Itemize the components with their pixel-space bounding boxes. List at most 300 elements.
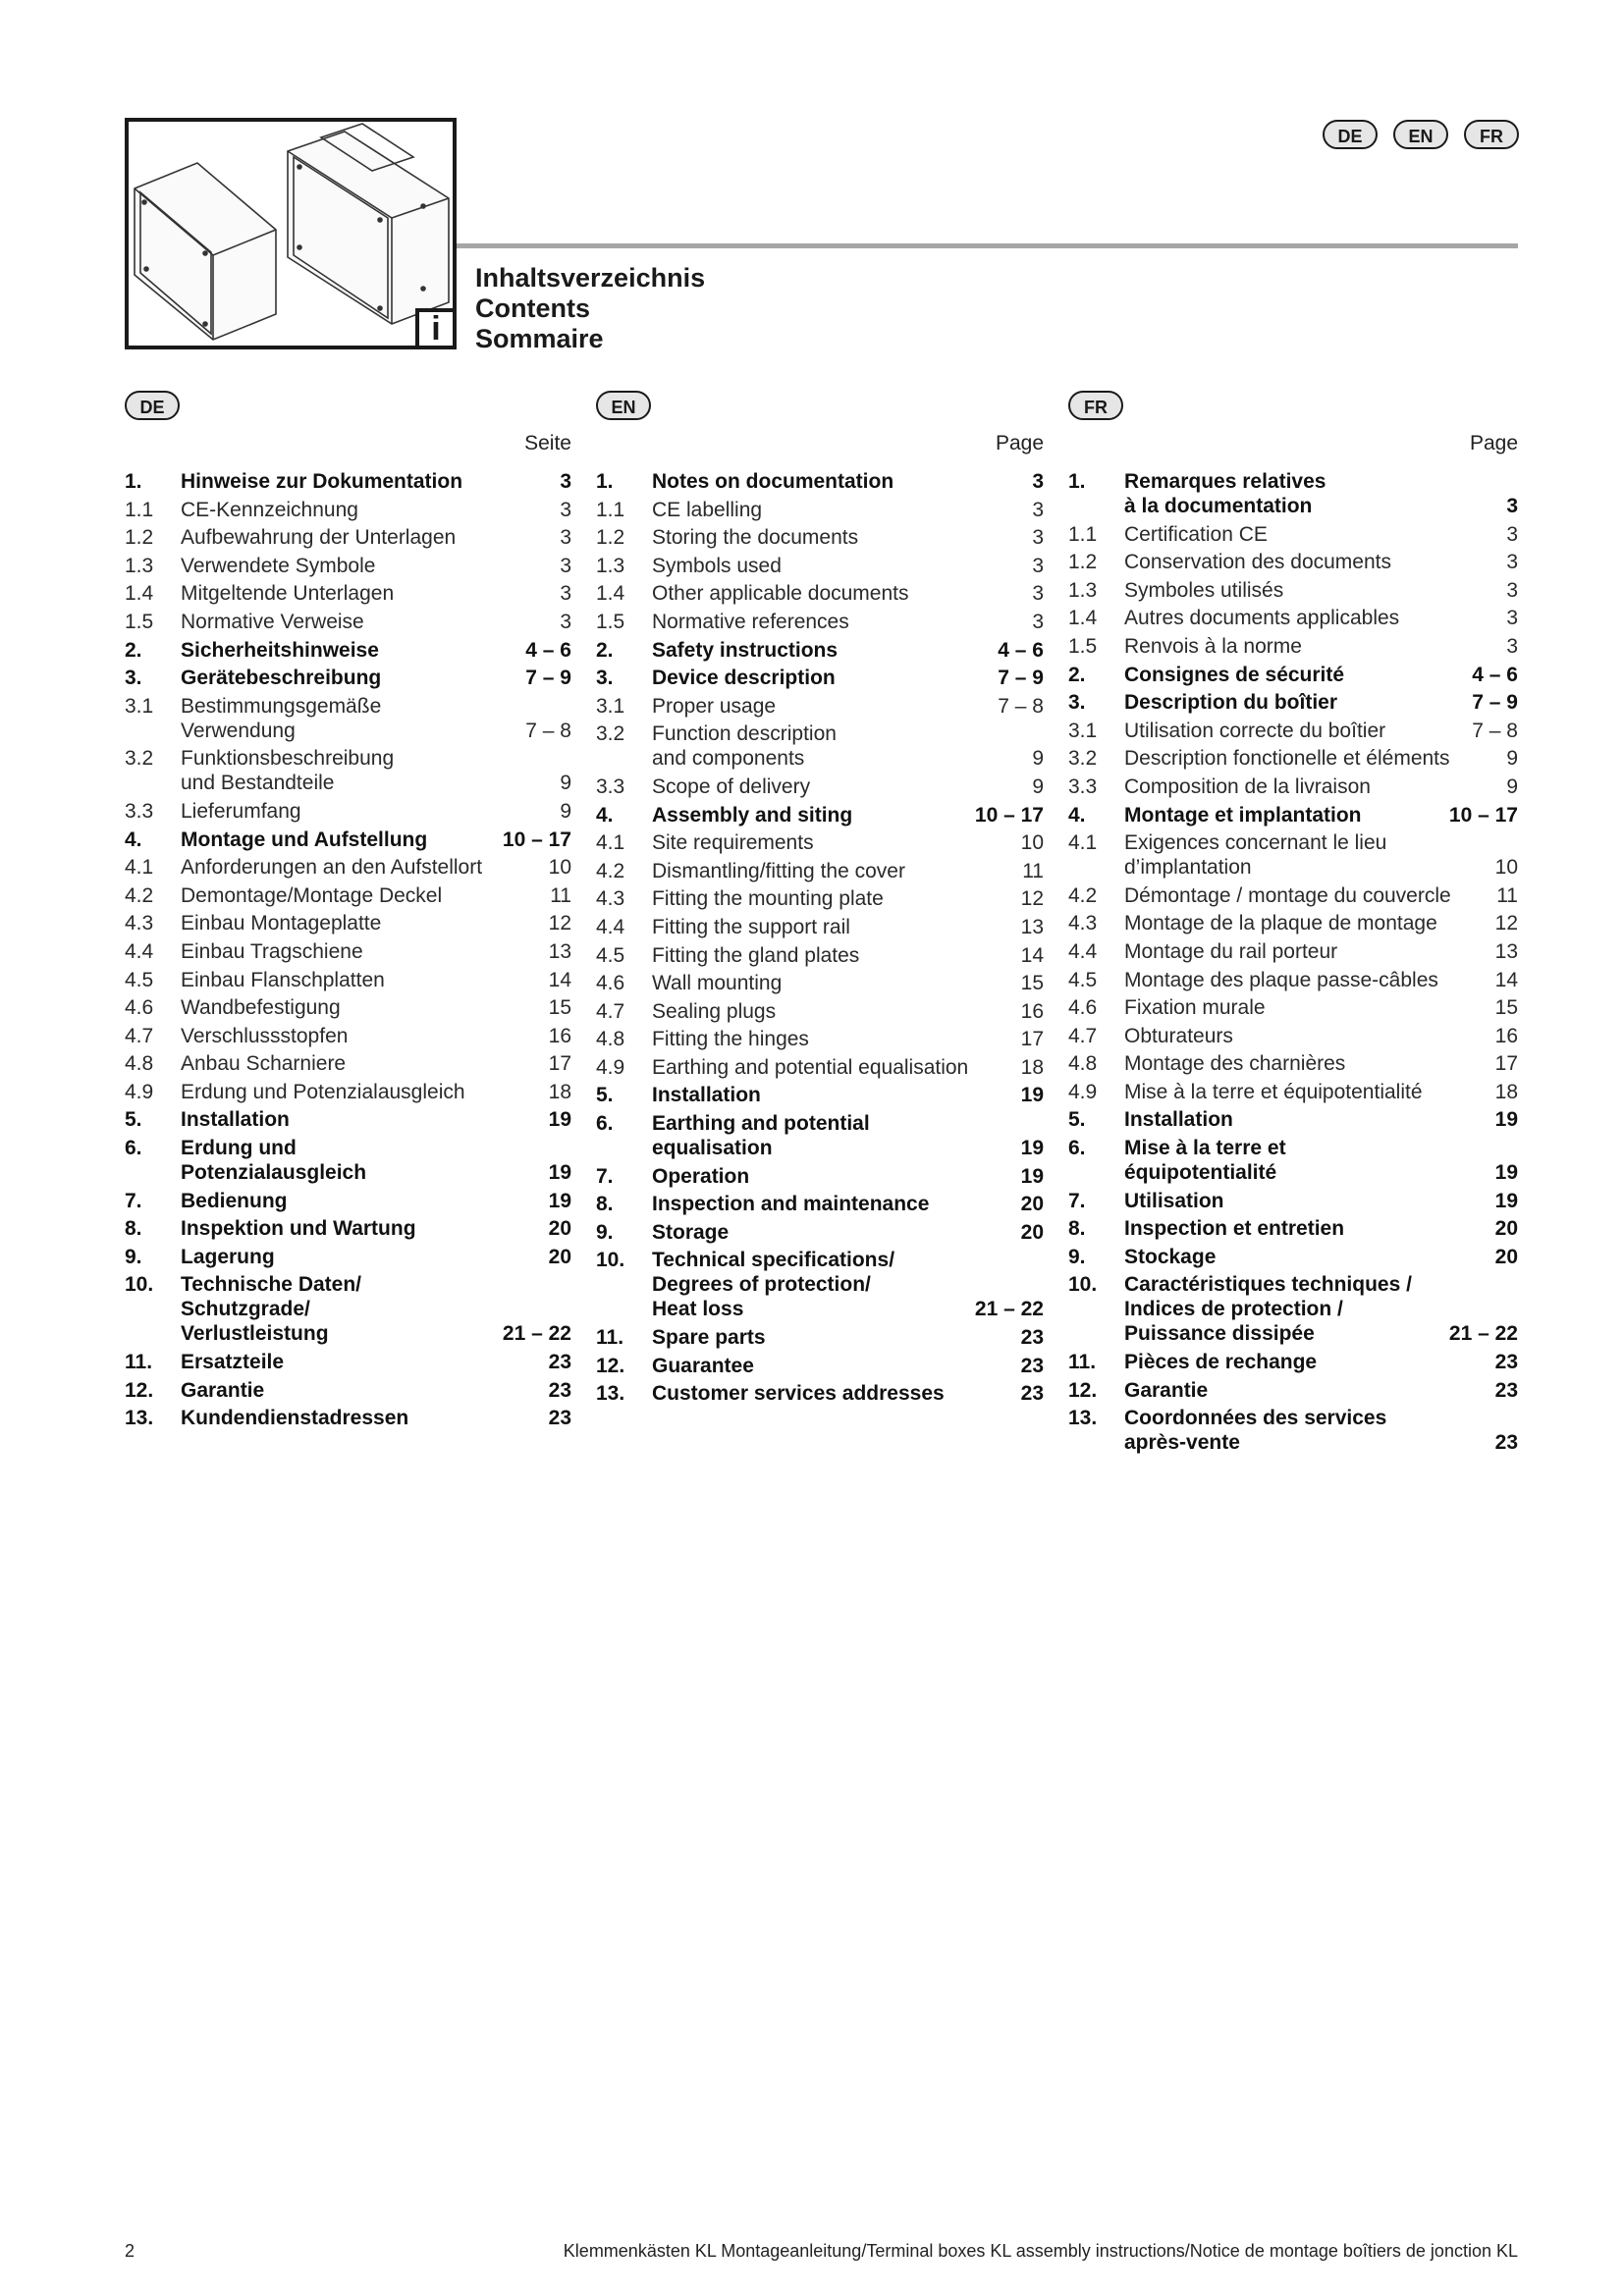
toc-entry-page: 23: [1494, 1378, 1518, 1402]
toc-entry[interactable]: [125, 1216, 571, 1241]
toc-entry[interactable]: [1068, 1245, 1518, 1269]
info-icon: i: [415, 308, 457, 349]
toc-entry-page: 19: [1020, 1164, 1044, 1188]
toc-entry-title-line: Einbau Flanschplatten: [181, 968, 385, 991]
toc-entry-number: 12.: [1068, 1378, 1098, 1402]
toc-entry[interactable]: [596, 1083, 1044, 1107]
toc-entry-title: [1124, 578, 1463, 603]
toc-entry-number: 2.: [1068, 663, 1086, 686]
toc-entry-title-line: Remarques relatives: [1124, 470, 1326, 493]
toc-entry-title-line: Guarantee: [652, 1354, 754, 1377]
toc-entry-title-line: CE-Kennzeichnung: [181, 498, 358, 521]
toc-entry[interactable]: [596, 498, 1044, 522]
toc-entry-title: [1124, 1051, 1463, 1076]
toc-entry-number: 4.2: [125, 883, 154, 907]
toc-entry-number: 7.: [1068, 1189, 1086, 1212]
toc-entry-page: 7 – 8: [525, 719, 571, 742]
toc-entry[interactable]: [1068, 690, 1518, 715]
toc-entry[interactable]: [596, 610, 1044, 634]
toc-entry[interactable]: [596, 525, 1044, 550]
toc-entry-title: [1124, 1107, 1463, 1132]
toc-entry-number: 10.: [1068, 1273, 1098, 1297]
toc-entry-page: 9: [1506, 774, 1518, 798]
toc-entry-number: 4.3: [125, 912, 154, 935]
toc-entry-number: 4.9: [125, 1080, 154, 1103]
toc-entry[interactable]: [125, 469, 571, 494]
toc-entry-page: 7 – 9: [1472, 691, 1518, 715]
toc-entry[interactable]: [125, 1136, 571, 1185]
toc-entry[interactable]: [125, 525, 571, 550]
toc-entry-title-line: Caractéristiques techniques /: [1124, 1273, 1412, 1297]
toc-entry-page: 3: [560, 498, 571, 521]
toc-entry-title-line: Spare parts: [652, 1326, 766, 1350]
toc-entry-title: [652, 1325, 989, 1350]
toc-entry-title-line: Anbau Scharniere: [181, 1052, 347, 1076]
toc-entry-title: [652, 469, 989, 494]
toc-entry-title: [181, 498, 516, 522]
toc-entry-title: [1124, 550, 1463, 574]
toc-entry-title: [181, 610, 516, 634]
toc-entry-page: 23: [548, 1378, 571, 1402]
toc-entry[interactable]: [125, 666, 571, 690]
toc-entry[interactable]: [125, 1107, 571, 1132]
toc-entry-page: 19: [1020, 1137, 1044, 1160]
toc-entry-title: [1124, 995, 1463, 1020]
footer-text: Klemmenkästen KL Montageanleitung/Terminal boxes KL assembly instructions/Notice de montage boîtiers de jonction KL: [563, 2241, 1518, 2261]
toc-entry-number: 1.5: [125, 610, 154, 633]
toc-entry-number: 4.8: [125, 1052, 154, 1076]
toc-entry-page: 14: [548, 968, 571, 991]
toc-entry[interactable]: [596, 971, 1044, 995]
toc-entry[interactable]: [125, 1378, 571, 1403]
toc-entry-page: 7 – 8: [998, 694, 1044, 718]
toc-entry-page: 23: [548, 1407, 571, 1430]
toc-entry-title-line: Function description: [652, 722, 837, 746]
toc-entry-number: 8.: [596, 1193, 614, 1216]
toc-entry[interactable]: [1068, 968, 1518, 992]
toc-entry-title: [181, 1272, 516, 1346]
toc-entry[interactable]: [596, 943, 1044, 968]
toc-entry[interactable]: [596, 1192, 1044, 1216]
toc-entry-number: 10.: [596, 1249, 625, 1272]
toc-list-de: [125, 469, 571, 1434]
toc-entry-title-line: Installation: [1124, 1108, 1233, 1132]
toc-entry-page: 16: [548, 1024, 571, 1047]
toc-entry[interactable]: [125, 828, 571, 852]
toc-entry-title: [181, 666, 516, 690]
toc-entry-page: 12: [548, 912, 571, 935]
toc-entry-title-line: Montage du rail porteur: [1124, 939, 1338, 963]
toc-entry-page: 20: [548, 1245, 571, 1268]
toc-entry-page: 18: [1494, 1080, 1518, 1103]
toc-entry[interactable]: [596, 1325, 1044, 1350]
toc-entry-page: 23: [548, 1351, 571, 1374]
toc-entry-title: [652, 1055, 989, 1080]
toc-entry-title-line: Mise à la terre et: [1124, 1137, 1286, 1160]
toc-entry-page: 3: [1506, 522, 1518, 546]
toc-entry-number: 12.: [596, 1354, 625, 1377]
toc-entry-title: [1124, 1136, 1463, 1185]
toc-entry-number: 4.: [1068, 803, 1086, 827]
toc-entry-title: [181, 1024, 516, 1048]
toc-entry-number: 1.2: [125, 526, 154, 550]
toc-entry-page: 3: [1506, 578, 1518, 602]
column-badge-de[interactable]: DE: [125, 391, 180, 420]
toc-entry[interactable]: [596, 999, 1044, 1024]
toc-entry-title-line: Coordonnées des services: [1124, 1407, 1387, 1430]
toc-entry-title: [181, 694, 516, 743]
toc-entry-page: 16: [1020, 999, 1044, 1023]
column-badge-fr[interactable]: FR: [1068, 391, 1123, 420]
column-badge-en[interactable]: EN: [596, 391, 651, 420]
toc-entry[interactable]: [596, 1220, 1044, 1245]
toc-entry[interactable]: [1068, 550, 1518, 574]
toc-entry[interactable]: [1068, 578, 1518, 603]
toc-entry-page: 15: [548, 996, 571, 1020]
toc-entry-title-line: Sealing plugs: [652, 999, 777, 1023]
toc-entry[interactable]: [1068, 606, 1518, 630]
toc-entry[interactable]: [125, 968, 571, 992]
toc-entry-title: [181, 1406, 516, 1430]
toc-entry-title-line: Scope of delivery: [652, 774, 811, 798]
toc-entry-page: 7 – 9: [998, 667, 1044, 690]
toc-entry[interactable]: [1068, 939, 1518, 964]
toc-entry-title: [181, 1350, 516, 1374]
header-rule: [457, 243, 1518, 248]
toc-entry-title-line: Symbols used: [652, 554, 782, 577]
toc-entry-number: 1.1: [1068, 522, 1098, 546]
toc-entry-title-line: Symboles utilisés: [1124, 578, 1284, 602]
toc-entry-number: 6.: [596, 1112, 614, 1136]
toc-entry[interactable]: [125, 1189, 571, 1213]
toc-entry-title: [181, 855, 516, 880]
toc-entry-number: 2.: [596, 638, 614, 662]
toc-entry-page: 10: [548, 856, 571, 880]
toc-entry-page: 3: [1506, 607, 1518, 630]
language-badge-fr[interactable]: FR: [1464, 120, 1519, 149]
toc-entry[interactable]: [1068, 719, 1518, 743]
toc-entry-page: 4 – 6: [1472, 663, 1518, 686]
toc-entry-page: 17: [1020, 1028, 1044, 1051]
toc-entry[interactable]: [596, 469, 1044, 494]
toc-entry-title-line: Verschlussstopfen: [181, 1024, 349, 1047]
title-de: Inhaltsverzeichnis: [475, 263, 706, 293]
toc-entry-page: 9: [560, 772, 571, 795]
toc-entry[interactable]: [125, 911, 571, 935]
toc-entry-title-line: Description du boîtier: [1124, 691, 1338, 715]
toc-entry-title-line: Dismantling/fitting the cover: [652, 859, 905, 882]
toc-entry[interactable]: [1068, 803, 1518, 828]
toc-entry-title: [181, 1189, 516, 1213]
toc-entry-page: 10: [1020, 831, 1044, 855]
toc-entry-page: 19: [1494, 1161, 1518, 1185]
toc-entry-title: [1124, 1406, 1463, 1455]
toc-entry-number: 1.: [125, 470, 142, 493]
toc-entry[interactable]: [596, 554, 1044, 578]
toc-entry[interactable]: [1068, 1216, 1518, 1241]
toc-entry-title-line: Fixation murale: [1124, 996, 1266, 1020]
toc-entry-number: 1.: [1068, 470, 1086, 493]
toc-entry[interactable]: [1068, 1136, 1518, 1185]
toc-entry[interactable]: [596, 886, 1044, 911]
toc-entry-number: 3.3: [125, 799, 154, 823]
toc-entry-title-line: Verwendete Symbole: [181, 554, 376, 577]
toc-entry[interactable]: [1068, 1051, 1518, 1076]
toc-entry[interactable]: [1068, 746, 1518, 771]
toc-entry-number: 4.9: [1068, 1080, 1098, 1103]
toc-entry-title-line: Montage des charnières: [1124, 1052, 1346, 1076]
toc-entry[interactable]: [596, 859, 1044, 883]
toc-entry-number: 4.8: [1068, 1052, 1098, 1076]
toc-entry-number: 7.: [125, 1189, 142, 1212]
toc-entry-title: [652, 1220, 989, 1245]
toc-entry[interactable]: [596, 1111, 1044, 1160]
toc-entry[interactable]: [596, 774, 1044, 799]
toc-entry-number: 9.: [1068, 1245, 1086, 1268]
toc-entry-page: 20: [1494, 1245, 1518, 1268]
toc-entry-page: 23: [1020, 1354, 1044, 1377]
toc-entry[interactable]: [596, 1248, 1044, 1321]
toc-entry[interactable]: [596, 721, 1044, 771]
toc-entry[interactable]: [596, 666, 1044, 690]
toc-entry-number: 1.1: [596, 498, 625, 521]
toc-entry[interactable]: [1068, 774, 1518, 799]
toc-entry[interactable]: [1068, 995, 1518, 1020]
toc-entry[interactable]: [1068, 1378, 1518, 1403]
language-badge-en[interactable]: EN: [1393, 120, 1448, 149]
toc-entry-page: 12: [1494, 912, 1518, 935]
toc-entry-title-line: Potenzialausgleich: [181, 1161, 367, 1185]
toc-entry[interactable]: [1068, 663, 1518, 687]
toc-entry-title-line: Hinweise zur Dokumentation: [181, 470, 463, 493]
toc-entry-page: 18: [548, 1080, 571, 1103]
page-label-en: Page: [995, 432, 1044, 454]
toc-entry-title-line: Inspection et entretien: [1124, 1217, 1345, 1241]
toc-entry-title-line: Einbau Tragschiene: [181, 939, 363, 963]
toc-entry-number: 4.8: [596, 1028, 625, 1051]
toc-entry-page: 19: [548, 1161, 571, 1185]
toc-entry-page: 19: [548, 1108, 571, 1132]
toc-entry[interactable]: [1068, 1080, 1518, 1104]
toc-entry[interactable]: [596, 803, 1044, 828]
toc-entry-title: [1124, 939, 1463, 964]
toc-entry-title: [1124, 1350, 1463, 1374]
toc-entry-title: [1124, 1378, 1463, 1403]
toc-entry-page: 3: [1506, 551, 1518, 574]
toc-entry-title-line: Bedienung: [181, 1189, 288, 1212]
toc-entry-page: 9: [1506, 747, 1518, 771]
toc-entry-page: 11: [1496, 883, 1518, 907]
toc-entry-title: [1124, 663, 1463, 687]
toc-entry[interactable]: [1068, 1024, 1518, 1048]
toc-entry-number: 10.: [125, 1273, 154, 1297]
toc-entry[interactable]: [125, 1080, 571, 1104]
toc-entry[interactable]: [596, 1381, 1044, 1406]
toc-entry-title-line: Stockage: [1124, 1245, 1217, 1268]
toc-entry-page: 23: [1020, 1382, 1044, 1406]
toc-entry[interactable]: [125, 1350, 571, 1374]
toc-entry[interactable]: [1068, 883, 1518, 908]
toc-entry-number: 4.7: [1068, 1024, 1098, 1047]
toc-entry[interactable]: [125, 554, 571, 578]
toc-entry[interactable]: [1068, 1107, 1518, 1132]
toc-entry-title-line: Safety instructions: [652, 638, 839, 662]
toc-entry-title: [652, 830, 989, 855]
page-title: [475, 263, 705, 354]
toc-entry[interactable]: [1068, 830, 1518, 880]
toc-entry-number: 1.1: [125, 498, 154, 521]
toc-entry-page: 4 – 6: [525, 638, 571, 662]
language-badges: [1323, 120, 1519, 149]
toc-entry[interactable]: [125, 610, 571, 634]
toc-entry[interactable]: [596, 694, 1044, 719]
toc-entry-number: 4.9: [596, 1055, 625, 1079]
toc-entry-number: 3.: [125, 667, 142, 690]
toc-entry-title: [652, 1027, 989, 1051]
toc-entry-page: 15: [1020, 972, 1044, 995]
toc-entry-number: 1.2: [596, 526, 625, 550]
toc-entry-title: [1124, 719, 1463, 743]
toc-entry-title-line: Customer services addresses: [652, 1382, 945, 1406]
toc-entry-title: [652, 999, 989, 1024]
toc-entry[interactable]: [125, 581, 571, 606]
toc-entry-title-line: d’implantation: [1124, 856, 1252, 880]
toc-entry[interactable]: [596, 581, 1044, 606]
toc-entry-title-line: Montage et implantation: [1124, 803, 1362, 827]
toc-entry-number: 4.6: [125, 996, 154, 1020]
toc-entry-title-line: Bestimmungsgemäße: [181, 694, 382, 718]
toc-entry-page: 19: [1020, 1084, 1044, 1107]
toc-entry[interactable]: [125, 855, 571, 880]
toc-entry-title: [1124, 1245, 1463, 1269]
toc-entry-number: 6.: [125, 1137, 142, 1160]
toc-entry-title: [1124, 774, 1463, 799]
toc-entry-title: [652, 554, 989, 578]
toc-entry-page: 7 – 9: [525, 667, 571, 690]
toc-entry-title: [652, 581, 989, 606]
toc-entry[interactable]: [1068, 1272, 1518, 1346]
toc-entry[interactable]: [125, 498, 571, 522]
toc-entry-title: [652, 1111, 989, 1160]
toc-entry-page: 19: [548, 1189, 571, 1212]
toc-entry[interactable]: [125, 1051, 571, 1076]
toc-entry[interactable]: [125, 1272, 571, 1346]
toc-entry-page: 12: [1020, 887, 1044, 911]
toc-entry[interactable]: [1068, 1406, 1518, 1455]
toc-entry-page: 18: [1020, 1055, 1044, 1079]
toc-entry[interactable]: [596, 1027, 1044, 1051]
toc-entry[interactable]: [596, 1354, 1044, 1378]
toc-entry-number: 1.5: [1068, 634, 1098, 658]
toc-entry[interactable]: [125, 638, 571, 663]
toc-entry[interactable]: [1068, 522, 1518, 547]
toc-entry-title: [652, 1248, 989, 1321]
toc-entry-title: [652, 1192, 989, 1216]
toc-entry-number: 3.2: [125, 747, 154, 771]
toc-entry-number: 12.: [125, 1378, 154, 1402]
toc-entry[interactable]: [125, 939, 571, 964]
toc-entry-title: [1124, 690, 1463, 715]
toc-entry-number: 1.4: [596, 582, 625, 606]
toc-entry-title: [181, 883, 516, 908]
toc-entry-title-line: Normative Verweise: [181, 610, 364, 633]
toc-entry-title-line: Garantie: [1124, 1378, 1209, 1402]
toc-entry[interactable]: [1068, 1350, 1518, 1374]
toc-entry-page: 23: [1494, 1431, 1518, 1455]
toc-entry-number: 4.7: [125, 1024, 154, 1047]
toc-list-fr: [1068, 469, 1518, 1459]
toc-entry-title-line: Puissance dissipée: [1124, 1322, 1315, 1346]
toc-entry-number: 9.: [125, 1245, 142, 1268]
footer-page-number: 2: [125, 2241, 135, 2261]
toc-entry[interactable]: [1068, 469, 1518, 518]
toc-entry-number: 1.: [596, 470, 614, 493]
toc-entry-title-line: Technical specifications/: [652, 1249, 895, 1272]
toc-entry[interactable]: [596, 915, 1044, 939]
language-badge-de[interactable]: DE: [1323, 120, 1378, 149]
toc-entry-title-line: Installation: [652, 1084, 761, 1107]
toc-entry[interactable]: [596, 1164, 1044, 1189]
toc-entry-title-line: Storing the documents: [652, 526, 859, 550]
toc-entry-title-line: Erdung und: [181, 1137, 297, 1160]
toc-entry-title-line: Proper usage: [652, 694, 777, 718]
toc-entry[interactable]: [1068, 911, 1518, 935]
toc-entry[interactable]: [125, 694, 571, 743]
toc-entry-title-line: Lieferumfang: [181, 799, 301, 823]
toc-entry[interactable]: [596, 830, 1044, 855]
toc-entry[interactable]: [596, 638, 1044, 663]
toc-entry[interactable]: [125, 746, 571, 795]
toc-entry-number: 1.2: [1068, 551, 1098, 574]
toc-entry-title-line: Mitgeltende Unterlagen: [181, 582, 395, 606]
toc-entry-page: 3: [1506, 495, 1518, 517]
toc-entry[interactable]: [125, 995, 571, 1020]
toc-entry-page: 9: [560, 799, 571, 823]
toc-entry-title-line: Pièces de rechange: [1124, 1351, 1318, 1374]
title-fr: Sommaire: [475, 324, 604, 353]
toc-entry-title-line: Wandbefestigung: [181, 996, 341, 1020]
toc-entry-page: 3: [1032, 526, 1044, 550]
toc-entry-title: [181, 1216, 516, 1241]
toc-entry-title: [652, 971, 989, 995]
toc-entry-title: [1124, 634, 1463, 659]
toc-entry-number: 3.3: [596, 774, 625, 798]
toc-entry[interactable]: [125, 1024, 571, 1048]
toc-entry-page: 7 – 8: [1472, 719, 1518, 742]
toc-entry-title-line: equalisation: [652, 1137, 773, 1160]
toc-entry-page: 11: [1022, 859, 1044, 882]
toc-entry[interactable]: [125, 1245, 571, 1269]
toc-entry-number: 1.3: [125, 554, 154, 577]
toc-entry-title: [181, 554, 516, 578]
toc-entry[interactable]: [125, 883, 571, 908]
toc-entry-number: 1.4: [125, 582, 154, 606]
toc-entry-title-line: après-vente: [1124, 1431, 1240, 1455]
toc-entry[interactable]: [1068, 634, 1518, 659]
toc-entry-title: [652, 886, 989, 911]
toc-entry-page: 10 – 17: [502, 828, 571, 851]
toc-entry[interactable]: [1068, 1189, 1518, 1213]
toc-entry-title: [1124, 606, 1463, 630]
toc-entry[interactable]: [596, 1055, 1044, 1080]
toc-entry-number: 11.: [1068, 1351, 1097, 1374]
toc-entry-title-line: Demontage/Montage Deckel: [181, 883, 443, 907]
toc-entry-title-line: Earthing and potential: [652, 1112, 870, 1136]
toc-entry[interactable]: [125, 1406, 571, 1430]
toc-entry-number: 4.4: [125, 939, 154, 963]
toc-entry-number: 1.5: [596, 610, 625, 633]
toc-entry[interactable]: [125, 799, 571, 824]
